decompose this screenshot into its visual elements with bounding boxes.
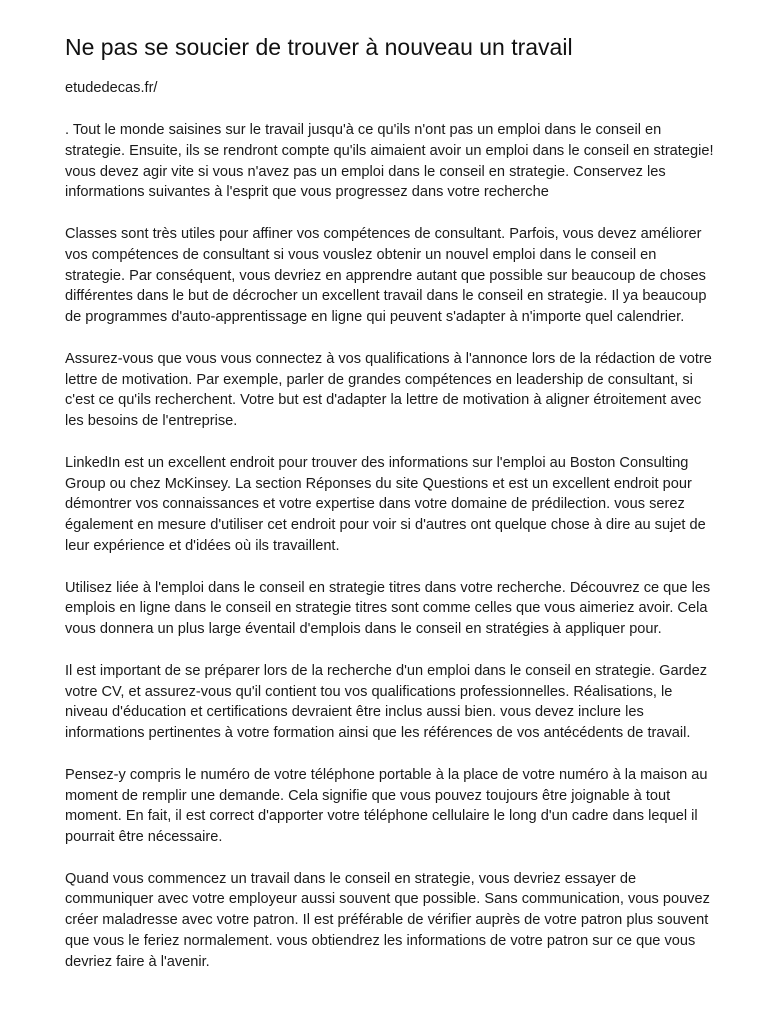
- paragraph-5: Utilisez liée à l'emploi dans le conseil en strategie titres dans votre recherche. Découvrez ce que les emplois en ligne dans le conseil en strategie titres sont comme celles que vous aimeriez avoir. Cela vous donnera un plus large éventail d'emplois dans le conseil en stratégies à appliquer pour.: [65, 579, 711, 638]
- paragraph-8: Quand vous commencez un travail dans le conseil en strategie, vous devriez essayer de communiquer avec votre employeur aussi souvent que possible. Sans communication, vous pouvez créer maladresse avec votre patron. Il est préférable de vérifier auprès de votre patron plus souvent que vous le feriez normalement. vous obtiendrez les informations de votre patron sur ce que vous devriez faire à l'avenir.: [65, 870, 710, 970]
- paragraph-4: LinkedIn est un excellent endroit pour trouver des informations sur l'emploi au Boston Consulting Group ou chez McKinsey. La section Réponses du site Questions et est un excellent endroit pour démontrer vos connaissances et votre expertise dans votre domaine de prédilection. vous serez également en mesure d'utiliser cet endroit pour voir si d'autres ont quelque chose à dire au sujet de leur expérience et d'idées où ils travaillent.: [65, 454, 706, 554]
- document-page: [65, 30, 715, 993]
- paragraph-7: Pensez-y compris le numéro de votre téléphone portable à la place de votre numéro à la maison au moment de remplir une demande. Cela signifie que vous pouvez toujours être joignable à tout moment. En fait, il est correct d'apporter votre téléphone cellulaire le long d'un cadre dans lequel il pourrait être nécessaire.: [65, 766, 708, 846]
- document-title: Ne pas se soucier de trouver à nouveau un travail: [65, 34, 573, 60]
- paragraph-3: Assurez-vous que vous vous connectez à vos qualifications à l'annonce lors de la rédaction de votre lettre de motivation. Par exemple, parler de grandes compétences en leadership de consultant, si c'est ce qu'ils recherchent. Votre but est d'adapter la lettre de motivation à aligner étroitement avec les besoins de l'entreprise.: [65, 350, 712, 430]
- source-link[interactable]: etudedecas.fr/: [65, 80, 158, 96]
- paragraph-1: . Tout le monde saisines sur le travail jusqu'à ce qu'ils n'ont pas un emploi dans le conseil en strategie. Ensuite, ils se rendront compte qu'ils aimaient avoir un emploi dans le conseil en strategie! vous devez agir vite si vous n'avez pas un emploi dans le conseil en strategie. Conservez les informations suivantes à l'esprit que vous progressez dans votre recherche: [65, 122, 714, 201]
- paragraph-2: Classes sont très utiles pour affiner vos compétences de consultant. Parfois, vous devez améliorer vos compétences de consultant si vous vouslez obtenir un nouvel emploi dans le conseil en strategie. Par conséquent, vous devriez en apprendre autant que possible sur beaucoup de choses différentes dans le but de décrocher un excellent travail dans le conseil en strategie. Il ya beaucoup de programmes d'auto-apprentissage en ligne qui peuvent s'adapter à n'importe quel calendrier.: [65, 225, 707, 326]
- paragraph-6: Il est important de se préparer lors de la recherche d'un emploi dans le conseil en strategie. Gardez votre CV, et assurez-vous qu'il contient tou vos qualifications professionnelles. Réalisations, le niveau d'éducation et certifications devraient être inclus aussi bien. vous devez inclure les informations pertinentes à votre formation ainsi que les références de vos antécédents de travail.: [65, 662, 708, 742]
